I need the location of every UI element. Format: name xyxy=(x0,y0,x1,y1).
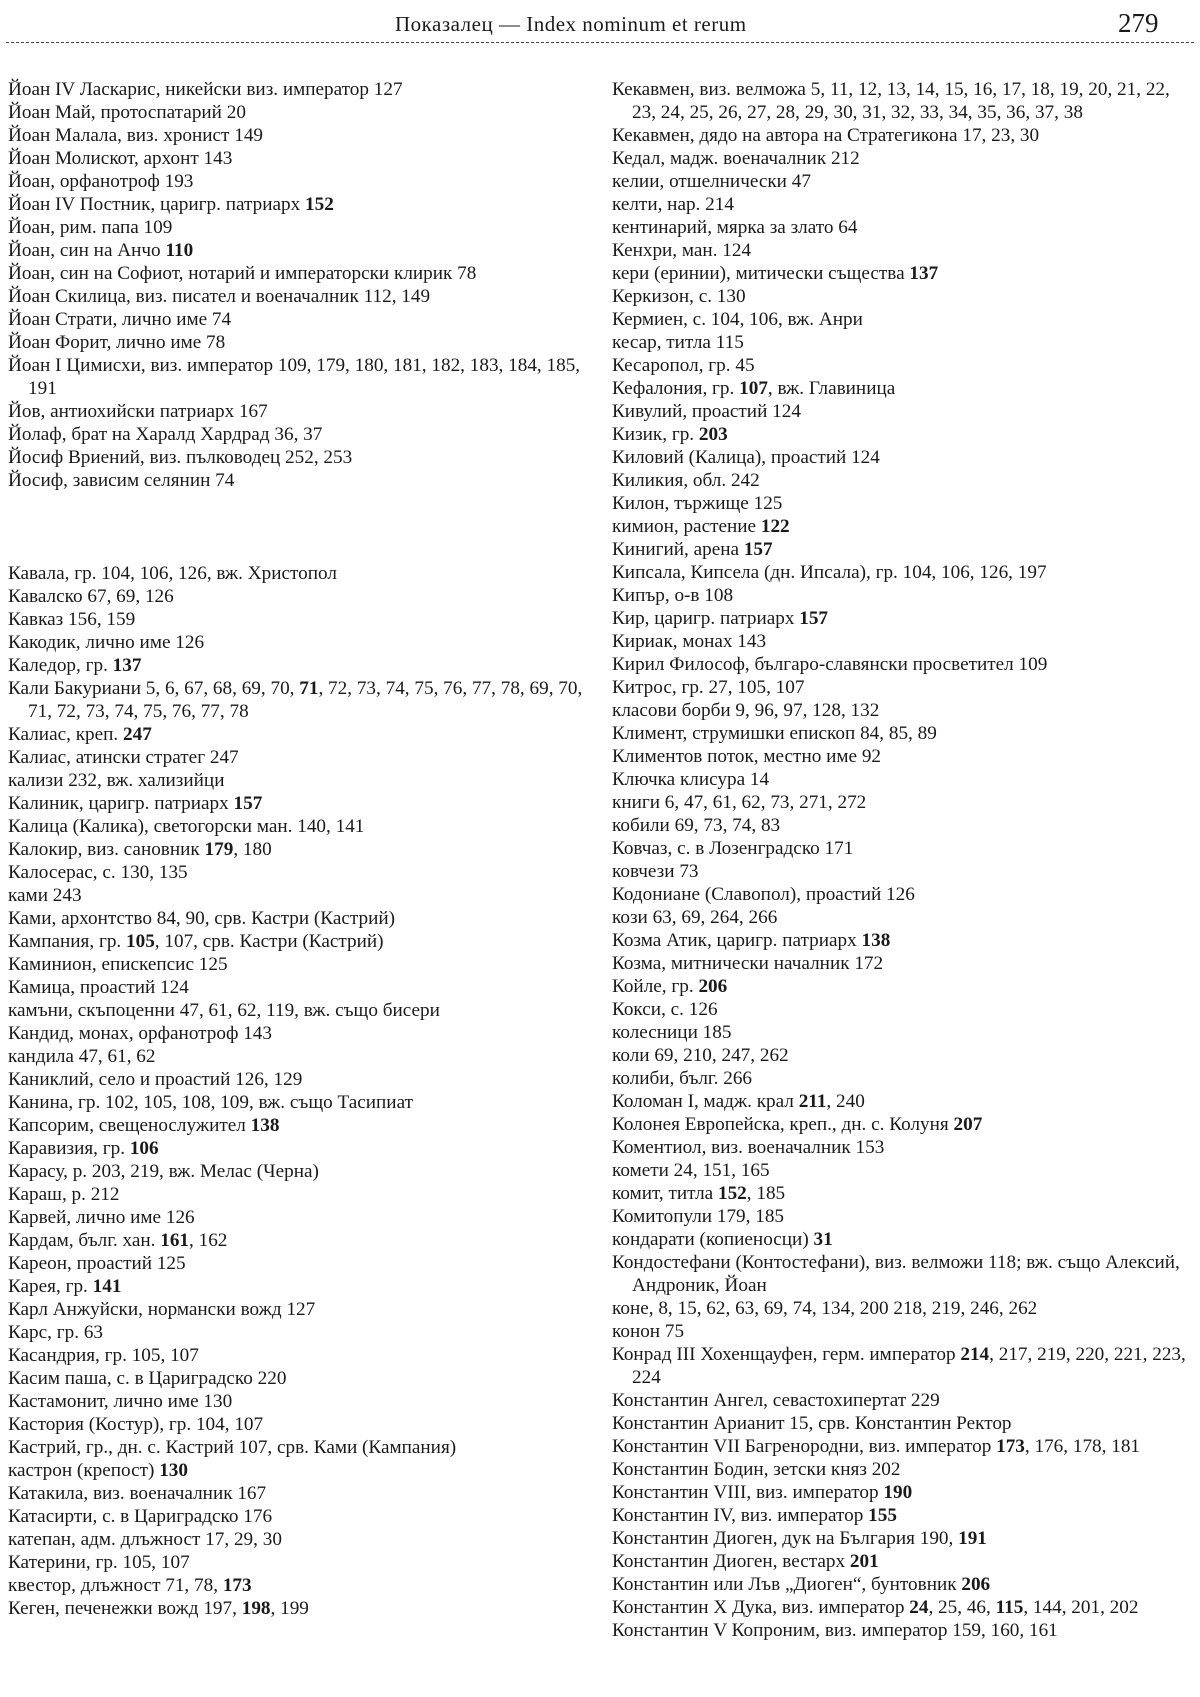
index-entry: Козма, митнически началник 172 xyxy=(612,953,884,974)
index-entry: Калиас, атински стратег 247 xyxy=(8,747,239,768)
index-entry: кимион, растение 122 xyxy=(612,516,790,537)
index-entry: Кастамонит, лично име 130 xyxy=(8,1391,233,1412)
index-entry: Кедал, мадж. военачалник 212 xyxy=(612,148,860,169)
index-entry: кондарати (копиеносци) 31 xyxy=(612,1229,833,1250)
index-entry: кесар, титла 115 xyxy=(612,332,744,353)
page-ref-bold: 203 xyxy=(698,424,728,445)
index-entry: конон 75 xyxy=(612,1321,685,1342)
page-ref-bold: 161 xyxy=(160,1230,189,1251)
index-entry: Константин Диоген, дук на България 190, 191 xyxy=(612,1528,987,1549)
index-entry: кози 63, 69, 264, 266 xyxy=(612,907,778,928)
index-entry: келти, нар. 214 xyxy=(612,194,734,215)
index-entry: Карея, гр. 141 xyxy=(8,1276,122,1297)
index-entry: Кастрий, гр., дн. с. Кастрий 107, срв. Ками (Кампания) xyxy=(8,1437,457,1458)
index-entry: Кали Бакуриани 5, 6, 67, 68, 69, 70, 71, 72, 73, 74, 75, 76, 77, 78, 69, 70, 71, 72, 73, 74, 75, 76, 77, 78 xyxy=(8,678,583,722)
index-entry: катепан, адм. длъжност 17, 29, 30 xyxy=(8,1529,282,1550)
index-entry: Кефалония, гр. 107, вж. Главиница xyxy=(612,378,896,399)
letter-gap xyxy=(8,492,591,562)
page-ref-bold: 152 xyxy=(305,194,334,215)
header-rule xyxy=(6,42,1194,43)
index-entry: Константин Бодин, зетски княз 202 xyxy=(612,1459,901,1480)
index-entry: Кирил Философ, българо-славянски просветител 109 xyxy=(612,654,1048,675)
index-entry: Кинигий, арена 157 xyxy=(612,539,773,560)
index-entry: Йоан IV Постник, царигр. патриарх 152 xyxy=(8,194,334,215)
index-entry: класови борби 9, 96, 97, 128, 132 xyxy=(612,700,880,721)
page-ref-bold: 24 xyxy=(909,1597,929,1618)
index-entry: Камица, проастий 124 xyxy=(8,977,189,998)
index-entry: ками 243 xyxy=(8,885,82,906)
index-entry: Йосиф, зависим селянин 74 xyxy=(8,470,235,491)
index-entry: комит, титла 152, 185 xyxy=(612,1183,786,1204)
index-entry: Йоан Форит, лично име 78 xyxy=(8,332,226,353)
index-entry: Кастория (Костур), гр. 104, 107 xyxy=(8,1414,264,1435)
index-entry: Кодониане (Славопол), проастий 126 xyxy=(612,884,915,905)
page-ref-bold: 206 xyxy=(698,976,728,997)
index-entry: Катерини, гр. 105, 107 xyxy=(8,1552,190,1573)
index-entry: Калиник, царигр. патриарх 157 xyxy=(8,793,263,814)
index-entry: Кардам, бълг. хан. 161, 162 xyxy=(8,1230,228,1251)
page-ref-bold: 107 xyxy=(739,378,768,399)
index-entry: Ками, архонтство 84, 90, срв. Кастри (Кастрий) xyxy=(8,908,396,929)
index-entry: Капсорим, свещенослужител 138 xyxy=(8,1115,280,1136)
index-entry: Ключка клисура 14 xyxy=(612,769,770,790)
index-entry: кализи 232, вж. хализийци xyxy=(8,770,225,791)
index-entry: кентинарий, мярка за злато 64 xyxy=(612,217,858,238)
index-entry: Кондостефани (Контостефани), виз. велможи 118; вж. също Алексий, Андроник, Йоан xyxy=(612,1252,1180,1296)
page-ref-bold: 130 xyxy=(159,1460,188,1481)
index-entry: Кандид, монах, орфанотроф 143 xyxy=(8,1023,272,1044)
page-ref-bold: 137 xyxy=(909,263,939,284)
index-entry: коли 69, 210, 247, 262 xyxy=(612,1045,789,1066)
index-entry: Йов, антиохийски патриарх 167 xyxy=(8,401,268,422)
index-entry: Константин Ангел, севастохипертат 229 xyxy=(612,1390,940,1411)
index-entry: Йоан, рим. папа 109 xyxy=(8,217,173,238)
page-ref-bold: 190 xyxy=(883,1482,913,1503)
index-entry: Козма Атик, царигр. патриарх 138 xyxy=(612,930,891,951)
index-entry: кандила 47, 61, 62 xyxy=(8,1046,156,1067)
page-ref-bold: 179 xyxy=(204,839,234,860)
index-entry: Йоан Малала, виз. хронист 149 xyxy=(8,125,264,146)
index-entry: книги 6, 47, 61, 62, 73, 271, 272 xyxy=(612,792,867,813)
index-entry: Кекавмен, дядо на автора на Стратегикона 17, 23, 30 xyxy=(612,125,1040,146)
index-entry: Кареон, проастий 125 xyxy=(8,1253,186,1274)
index-entry: коне, 8, 15, 62, 63, 69, 74, 134, 200 218, 219, 246, 262 xyxy=(612,1298,1038,1319)
index-entry: Карвей, лично име 126 xyxy=(8,1207,195,1228)
index-entry: Коломан I, мадж. крал 211, 240 xyxy=(612,1091,865,1112)
index-entry: Калокир, виз. сановник 179, 180 xyxy=(8,839,272,860)
page-ref-bold: 31 xyxy=(813,1229,833,1250)
index-entry: Йоан IV Ласкарис, никейски виз. император 127 xyxy=(8,79,403,100)
index-entry: Йоан Май, протоспатарий 20 xyxy=(8,102,246,123)
index-entry: Керкизон, с. 130 xyxy=(612,286,746,307)
index-entry: Константин VII Багренородни, виз. император 173, 176, 178, 181 xyxy=(612,1436,1141,1457)
page-ref-bold: 110 xyxy=(165,240,194,261)
index-entry: Климентов поток, местно име 92 xyxy=(612,746,882,767)
index-entry: колиби, бълг. 266 xyxy=(612,1068,753,1089)
page-ref-bold: 122 xyxy=(760,516,790,537)
index-entry: Кермиен, с. 104, 106, вж. Анри xyxy=(612,309,863,330)
index-entry: Каледор, гр. 137 xyxy=(8,655,142,676)
index-entry: Кесаропол, гр. 45 xyxy=(612,355,755,376)
index-entry: Кекавмен, виз. велможа 5, 11, 12, 13, 14, 15, 16, 17, 18, 19, 20, 21, 22, 23, 24, 25, 26, 27, 28, 29, 30, 31, 32, 33, 34, 35, 36, 37, 38 xyxy=(612,79,1170,123)
page-ref-bold: 141 xyxy=(92,1276,122,1297)
left-column xyxy=(8,78,591,1620)
index-entry: Кизик, гр. 203 xyxy=(612,424,728,445)
page-ref-bold: 106 xyxy=(129,1138,159,1159)
running-title: Показалец — Index nominum et rerum xyxy=(395,12,747,36)
index-entry: Катасирти, с. в Цариградско 176 xyxy=(8,1506,273,1527)
page-header xyxy=(0,4,1200,44)
index-entry: Колонея Европейска, креп., дн. с. Колуня 207 xyxy=(612,1114,983,1135)
index-entry: Кампания, гр. 105, 107, срв. Кастри (Кастрий) xyxy=(8,931,384,952)
page-ref-bold: 207 xyxy=(953,1114,983,1135)
index-entry: Каниклий, село и проастий 126, 129 xyxy=(8,1069,303,1090)
page-ref-bold: 173 xyxy=(996,1436,1025,1457)
page-ref-bold: 152 xyxy=(717,1183,747,1204)
index-entry: Йоан Молискот, архонт 143 xyxy=(8,148,233,169)
index-entry: Йоан Страти, лично име 74 xyxy=(8,309,232,330)
index-entry: Килон, тържище 125 xyxy=(612,493,783,514)
index-entry: камъни, скъпоценни 47, 61, 62, 119, вж. също бисери xyxy=(8,1000,440,1021)
page-ref-bold: 191 xyxy=(958,1528,987,1549)
index-entry: Йоан, орфанотроф 193 xyxy=(8,171,194,192)
index-entry: Климент, струмишки епископ 84, 85, 89 xyxy=(612,723,937,744)
index-entry: Калосерас, с. 130, 135 xyxy=(8,862,188,883)
page-ref-bold: 137 xyxy=(112,655,142,676)
index-entry: Йоан I Цимисхи, виз. император 109, 179, 180, 181, 182, 183, 184, 185, 191 xyxy=(8,355,581,399)
index-entry: Какодик, лично име 126 xyxy=(8,632,205,653)
page-ref-bold: 155 xyxy=(868,1505,897,1526)
index-entry: Каминион, епискепсис 125 xyxy=(8,954,228,975)
index-entry: Кир, царигр. патриарх 157 xyxy=(612,608,829,629)
index-entry: келии, отшелнически 47 xyxy=(612,171,811,192)
index-entry: Канина, гр. 102, 105, 108, 109, вж. също Тасипиат xyxy=(8,1092,413,1113)
index-entry: Киловий (Калица), проастий 124 xyxy=(612,447,880,468)
page-ref-bold: 211 xyxy=(798,1091,827,1112)
index-entry: Касим паша, с. в Цариградско 220 xyxy=(8,1368,287,1389)
index-entry: Йоан Скилица, виз. писател и военачалник 112, 149 xyxy=(8,286,431,307)
index-entry: Ковчаз, с. в Лозенградско 171 xyxy=(612,838,854,859)
index-entry: кастрон (крепост) 130 xyxy=(8,1460,188,1481)
index-entry: Константин X Дука, виз. император 24, 25, 46, 115, 144, 201, 202 xyxy=(612,1597,1139,1618)
page-ref-bold: 206 xyxy=(961,1574,991,1595)
page-ref-bold: 138 xyxy=(250,1115,280,1136)
index-entry: Каравизия, гр. 106 xyxy=(8,1138,159,1159)
index-entry: ковчези 73 xyxy=(612,861,699,882)
index-entry: Касандрия, гр. 105, 107 xyxy=(8,1345,199,1366)
page-ref-bold: 157 xyxy=(799,608,829,629)
page-ref-bold: 157 xyxy=(233,793,263,814)
page-ref-bold: 105 xyxy=(126,931,155,952)
page-ref-bold: 115 xyxy=(995,1597,1024,1618)
right-column xyxy=(612,78,1194,1642)
index-entry: Кавказ 156, 159 xyxy=(8,609,136,630)
index-entry: кери (еринии), митически същества 137 xyxy=(612,263,939,284)
index-entry: Кавалско 67, 69, 126 xyxy=(8,586,174,607)
page-ref-bold: 198 xyxy=(241,1598,271,1619)
index-entry: Катакила, виз. военачалник 167 xyxy=(8,1483,267,1504)
index-entry: Кенхри, ман. 124 xyxy=(612,240,752,261)
index-entry: Константин IV, виз. император 155 xyxy=(612,1505,897,1526)
page-ref-bold: 173 xyxy=(222,1575,252,1596)
page-number: 279 xyxy=(1118,8,1159,38)
index-entry: квестор, длъжност 71, 78, 173 xyxy=(8,1575,252,1596)
index-entry: колесници 185 xyxy=(612,1022,732,1043)
index-group-k-continued xyxy=(612,78,1194,1642)
index-entry: Киликия, обл. 242 xyxy=(612,470,760,491)
index-entry: Кириак, монах 143 xyxy=(612,631,767,652)
index-entry: кобили 69, 73, 74, 83 xyxy=(612,815,781,836)
page-ref-bold: 157 xyxy=(743,539,773,560)
index-entry: Комитопули 179, 185 xyxy=(612,1206,785,1227)
index-entry: Кокси, с. 126 xyxy=(612,999,718,1020)
index-entry: Кипър, о-в 108 xyxy=(612,585,734,606)
index-entry: Константин или Лъв „Диоген“, бунтовник 206 xyxy=(612,1574,991,1595)
index-entry: Карс, гр. 63 xyxy=(8,1322,104,1343)
index-entry: Константин VIII, виз. император 190 xyxy=(612,1482,913,1503)
index-entry: Коментиол, виз. военачалник 153 xyxy=(612,1137,885,1158)
index-entry: Константин V Копроним, виз. император 159, 160, 161 xyxy=(612,1620,1058,1641)
index-entry: Койле, гр. 206 xyxy=(612,976,728,997)
index-entry: Караш, р. 212 xyxy=(8,1184,120,1205)
index-entry: Кавала, гр. 104, 106, 126, вж. Христопол xyxy=(8,563,337,584)
index-entry: Китрос, гр. 27, 105, 107 xyxy=(612,677,805,698)
index-entry: Йоан, син на Софиот, нотарий и императорски клирик 78 xyxy=(8,263,477,284)
index-entry: Константин Диоген, вестарх 201 xyxy=(612,1551,879,1572)
index-entry: Карасу, р. 203, 219, вж. Мелас (Черна) xyxy=(8,1161,319,1182)
page-ref-bold: 138 xyxy=(861,930,891,951)
index-entry: комети 24, 151, 165 xyxy=(612,1160,770,1181)
page-ref-bold: 214 xyxy=(960,1344,990,1365)
index-entry: Калица (Калика), светогорски ман. 140, 141 xyxy=(8,816,365,837)
index-entry: Константин Арианит 15, срв. Константин Ректор xyxy=(612,1413,1012,1434)
index-entry: Йосиф Вриений, виз. пълководец 252, 253 xyxy=(8,447,353,468)
index-entry: Йолаф, брат на Харалд Хардрад 36, 37 xyxy=(8,424,323,445)
index-entry: Кипсала, Кипсела (дн. Ипсала), гр. 104, 106, 126, 197 xyxy=(612,562,1047,583)
index-entry: Кивулий, проастий 124 xyxy=(612,401,801,422)
page-ref-bold: 247 xyxy=(123,724,152,745)
index-group-k xyxy=(8,562,591,1620)
index-entry: Калиас, креп. 247 xyxy=(8,724,152,745)
index-entry: Карл Анжуйски, нормански вожд 127 xyxy=(8,1299,316,1320)
index-entry: Кеген, печенежки вожд 197, 198, 199 xyxy=(8,1598,309,1619)
index-entry: Конрад III Хохенщауфен, герм. император 214, 217, 219, 220, 221, 223, 224 xyxy=(612,1344,1186,1388)
page-ref-bold: 201 xyxy=(849,1551,879,1572)
index-entry: Йоан, син на Анчо 110 xyxy=(8,240,194,261)
page-ref-bold: 71 xyxy=(299,678,319,699)
index-group-yo xyxy=(8,78,591,492)
